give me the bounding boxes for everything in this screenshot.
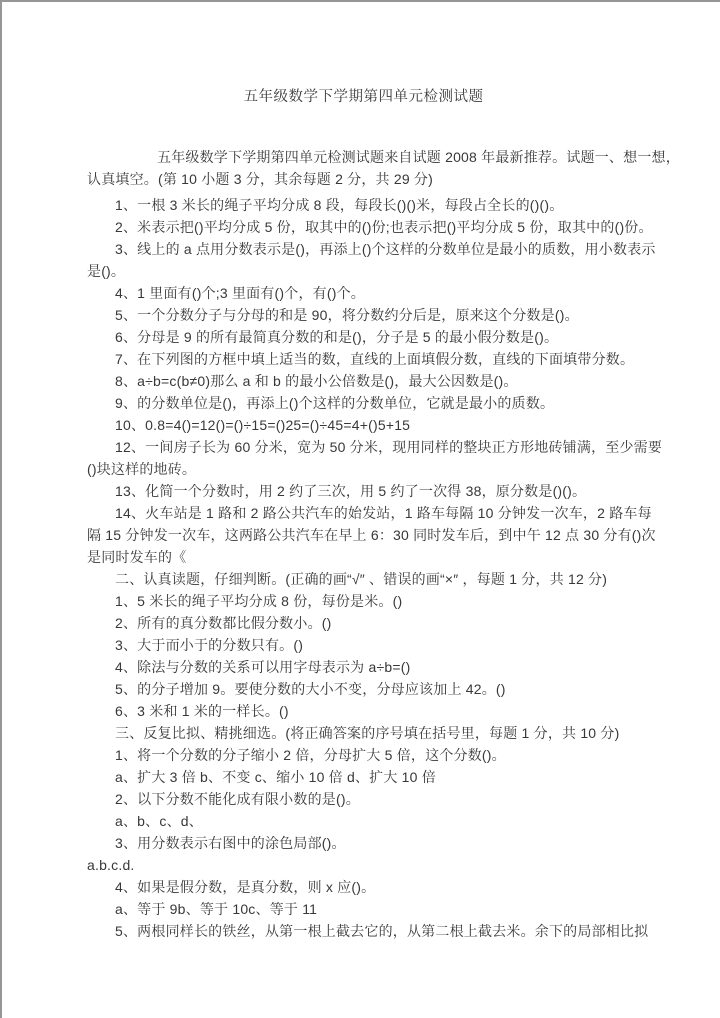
document-body: [87, 146, 680, 942]
document-line: 认真填空。(第 10 小题 3 分，其余每题 2 分，共 29 分): [87, 171, 433, 187]
document-line: 1、5 米长的绳子平均分成 8 份，每份是米。(): [115, 593, 403, 609]
document-line: 2、所有的真分数都比假分数小。(): [115, 615, 332, 631]
document-line: 12、一间房子长为 60 分米，宽为 50 分米，现用同样的整块正方形地砖铺满，至少需要: [115, 439, 663, 455]
document-line: 5、一个分数分子与分母的和是 90，将分数约分后是，原来这个分数是()。: [115, 307, 579, 323]
document-line: 6、分母是 9 的所有最简真分数的和是()，分子是 5 的最小假分数是()。: [115, 329, 559, 345]
document-line: 13、化简一个分数时，用 2 约了三次，用 5 约了一次得 38，原分数是()()。: [115, 483, 587, 499]
document-line: 8、a÷b=c(b≠0)那么 a 和 b 的最小公倍数是()，最大公因数是()。: [115, 373, 518, 389]
document-line: 4、除法与分数的关系可以用字母表示为 a÷b=(): [115, 659, 411, 675]
document-line: 9、的分数单位是()，再添上()个这样的分数单位，它就是最小的质数。: [115, 395, 555, 411]
document-line: 3、大于而小于的分数只有。(): [115, 637, 304, 653]
document-line: 2、以下分数不能化成有限小数的是()。: [115, 791, 360, 807]
page-title: 五年级数学下学期第四单元检测试题: [243, 89, 484, 105]
document-line: 1、一根 3 米长的绳子平均分成 8 段，每段长()()米，每段占全长的()()。: [115, 197, 564, 213]
document-line: 7、在下列图的方框中填上适当的数，直线的上面填假分数，直线的下面填带分数。: [115, 351, 635, 367]
document-line: 2、米表示把()平均分成 5 份，取其中的()份;也表示把()平均分成 5 份，取其中的()份。: [115, 219, 653, 235]
document-line: 3、线上的 a 点用分数表示是()，再添上()个这样的分数单位是最小的质数，用小数表示: [115, 241, 656, 257]
document-line: a、等于 9b、等于 10c、等于 11: [115, 901, 318, 917]
document-line: 1、将一个分数的分子缩小 2 倍，分母扩大 5 倍，这个分数()。: [115, 747, 506, 763]
document-line: 4、如果是假分数，是真分数，则 x 应()。: [115, 879, 376, 895]
document-line: a.b.c.d.: [87, 857, 135, 873]
document-line: 是()。: [87, 263, 126, 279]
document-content: [2, 2, 720, 942]
document-line: 6、3 米和 1 米的一样长。(): [115, 703, 289, 719]
document-line: 5、的分子增加 9。要使分数的大小不变，分母应该加上 42。(): [115, 681, 506, 697]
document-line: ()块这样的地砖。: [87, 461, 197, 477]
document-line: 三、反复比拟、精挑细选。(将正确答案的序号填在括号里，每题 1 分，共 10 分): [115, 725, 620, 741]
document-line: a、b、c、d、: [115, 813, 203, 829]
document-line: 10、0.8=4()=12()=()÷15=()25=()÷45=4+()5+15: [115, 417, 411, 433]
document-line: 3、用分数表示右图中的涂色局部()。: [115, 835, 346, 851]
document-line: 二、认真读题，仔细判断。(正确的画“√″ 、错误的画“×″ ，每题 1 分，共 12 分): [115, 571, 608, 587]
document-line: a、扩大 3 倍 b、不变 c、缩小 10 倍 d、扩大 10 倍: [115, 769, 436, 785]
document-line: 隔 15 分钟发一次车，这两路公共汽车在早上 6：30 同时发车后，到中午 12 点 30 分有()次: [87, 527, 656, 543]
document-line: 4、1 里面有()个;3 里面有()个，有()个。: [115, 285, 365, 301]
document-line: 五年级数学下学期第四单元检测试题来自试题 2008 年最新推荐。试题一、想一想，: [157, 149, 680, 165]
document-line: 是同时发车的《: [87, 549, 187, 565]
document-line: 14、火车站是 1 路和 2 路公共汽车的始发站，1 路车每隔 10 分钟发一次车，2 路车每: [115, 505, 652, 521]
document-line: 5、两根同样长的铁丝，从第一根上截去它的，从第二根上截去米。余下的局部相比拟: [115, 923, 649, 939]
